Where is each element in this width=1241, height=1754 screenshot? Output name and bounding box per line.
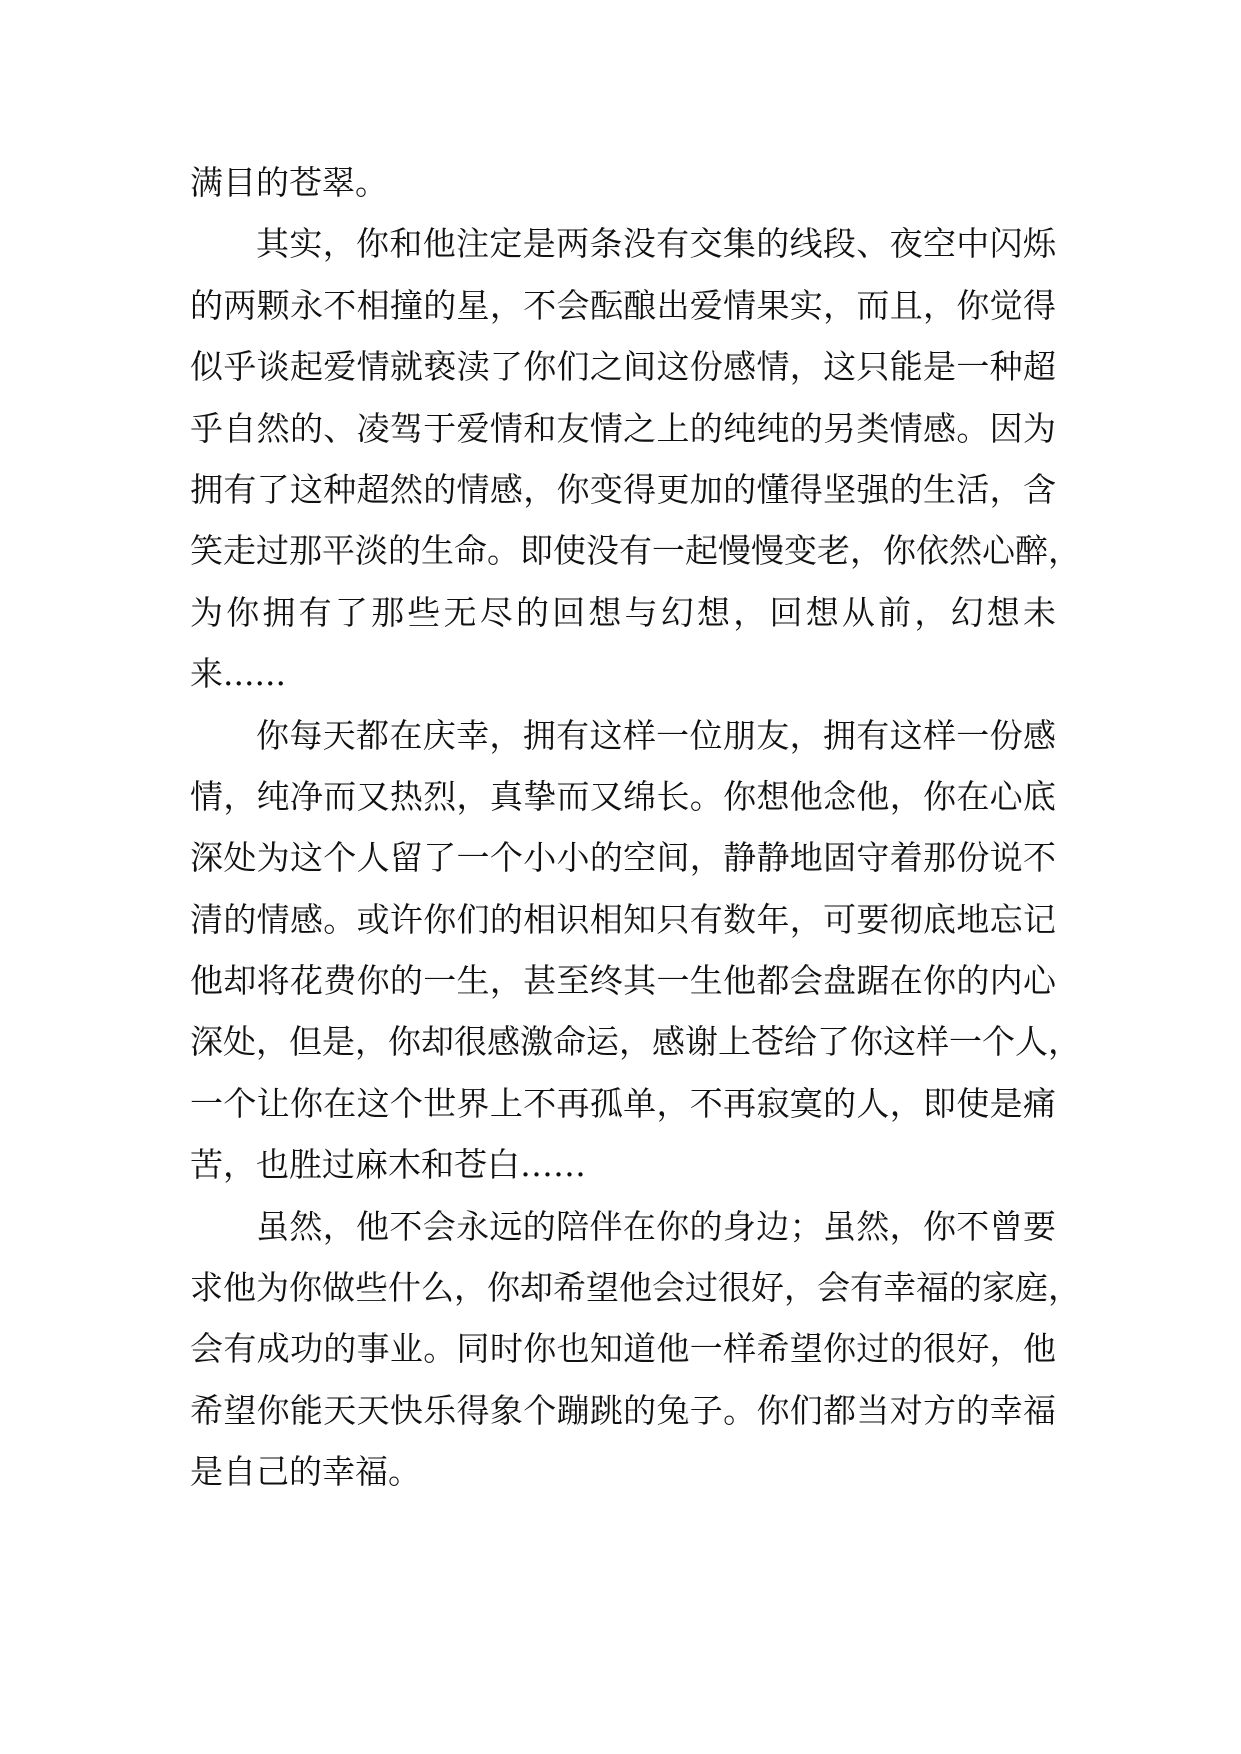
text-line: 情，纯净而又热烈，真挚而又绵长。你想他念他，你在心底 bbox=[190, 776, 1056, 816]
text-line: 乎自然的、凌驾于爱情和友情之上的纯纯的另类情感。因为 bbox=[190, 408, 1056, 448]
text-line: 拥有了这种超然的情感，你变得更加的懂得坚强的生活，含 bbox=[190, 469, 1056, 509]
body-text bbox=[190, 152, 1081, 1503]
text-line: 为你拥有了那些无尽的回想与幻想，回想从前，幻想未 bbox=[190, 592, 1056, 632]
text-line: 深处，但是，你却很感激命运，感谢上苍给了你这样一个人， bbox=[190, 1022, 1081, 1062]
text-line: 来...... bbox=[190, 654, 286, 694]
text-line: 笑走过那平淡的生命。即使没有一起慢慢变老，你依然心醉， bbox=[190, 531, 1081, 571]
text-line: 会有成功的事业。同时你也知道他一样希望你过的很好，他 bbox=[190, 1329, 1056, 1369]
text-line: 苦，也胜过麻木和苍白…… bbox=[190, 1145, 586, 1185]
text-line: 满目的苍翠。 bbox=[190, 163, 388, 202]
text-line: 希望你能天天快乐得象个蹦跳的兔子。你们都当对方的幸福 bbox=[190, 1390, 1056, 1430]
text-line: 清的情感。或许你们的相识相知只有数年，可要彻底地忘记 bbox=[190, 899, 1056, 939]
text-line: 其实，你和他注定是两条没有交集的线段、夜空中闪烁 bbox=[256, 224, 1056, 264]
text-line: 是自己的幸福。 bbox=[190, 1452, 421, 1492]
text-line: 的两颗永不相撞的星，不会酝酿出爱情果实，而且，你觉得 bbox=[190, 285, 1056, 325]
text-line: 深处为这个人留了一个小小的空间，静静地固守着那份说不 bbox=[190, 838, 1056, 878]
text-line: 似乎谈起爱情就亵渎了你们之间这份感情，这只能是一种超 bbox=[190, 347, 1056, 387]
text-line: 求他为你做些什么，你却希望他会过很好，会有幸福的家庭， bbox=[190, 1268, 1081, 1308]
text-line: 你每天都在庆幸，拥有这样一位朋友，拥有这样一份感 bbox=[256, 715, 1056, 755]
text-line: 一个让你在这个世界上不再孤单，不再寂寞的人，即使是痛 bbox=[190, 1083, 1056, 1123]
text-line: 他却将花费你的一生，甚至终其一生他都会盘踞在你的内心 bbox=[190, 961, 1056, 1001]
text-line: 虽然，他不会永远的陪伴在你的身边；虽然，你不曾要 bbox=[256, 1206, 1056, 1246]
